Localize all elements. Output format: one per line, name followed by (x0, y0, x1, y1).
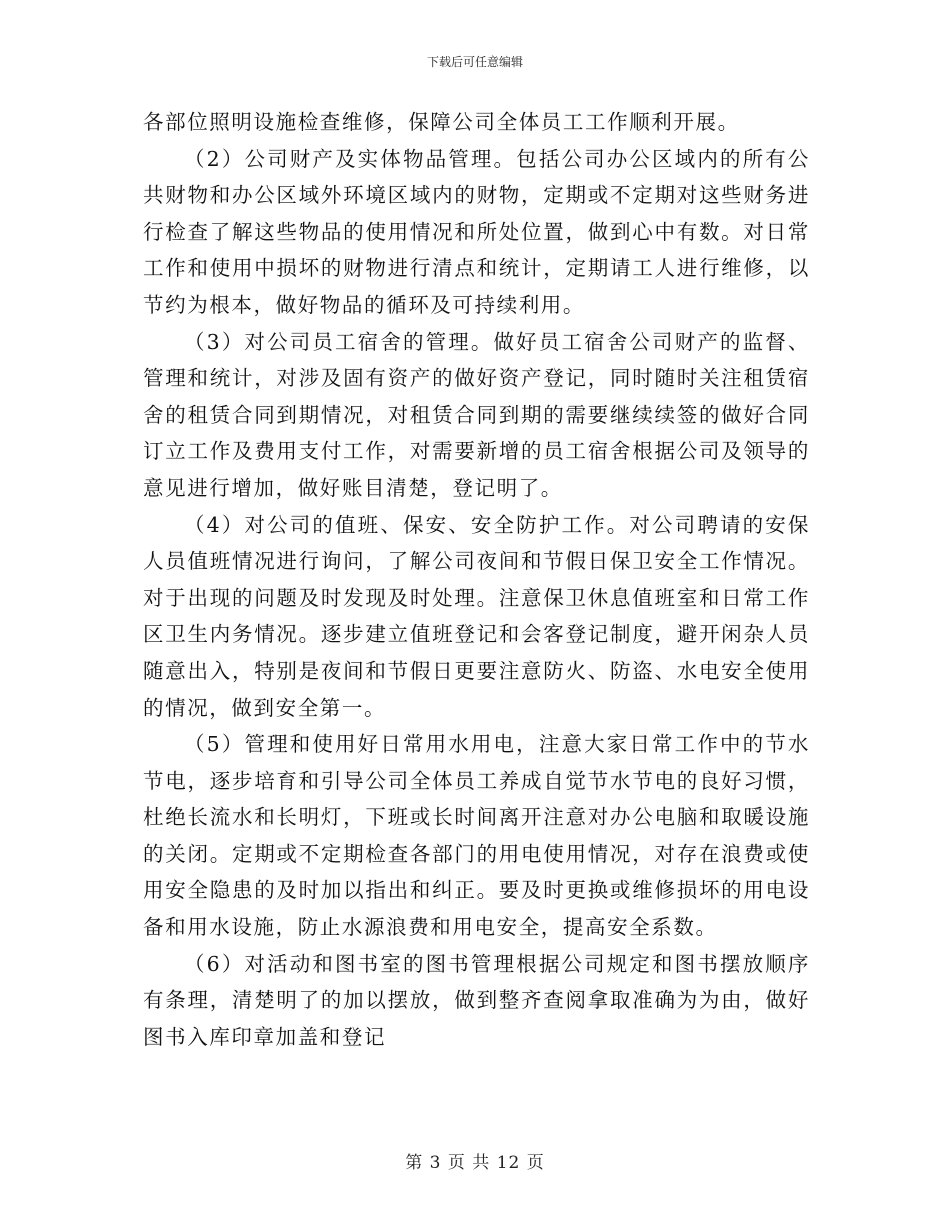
paragraph-item-2: （2）公司财产及实体物品管理。包括公司办公区域内的所有公共财物和办公区域外环境区域内的财物，定期或不定期对这些财务进行检查了解这些物品的使用情况和所处位置，做到心中有数。对日常工作和使用中损坏的财物进行清点和统计，定期请工人进行维修，以节约为根本，做好物品的循环及可持续利用。 (143, 146, 810, 317)
paragraph-item-4: （4）对公司的值班、保安、安全防护工作。对公司聘请的安保人员值班情况进行询问，了解公司夜间和节假日保卫安全工作情况。对于出现的问题及时发现及时处理。注意保卫休息值班室和日常工作区卫生内务情况。逐步建立值班登记和会客登记制度，避开闲杂人员随意出入，特别是夜间和节假日更要注意防火、防盗、水电安全使用的情况，做到安全第一。 (143, 512, 810, 720)
paragraph-item-6: （6）对活动和图书室的图书管理根据公司规定和图书摆放顺序有条理，清楚明了的加以摆放，做到整齐查阅拿取准确为为由，做好图书入库印章加盖和登记 (143, 951, 810, 1049)
paragraph-continued: 各部位照明设施检查维修，保障公司全体员工工作顺利开展。 (143, 110, 740, 134)
paragraph-item-3: （3）对公司员工宿舍的管理。做好员工宿舍公司财产的监督、管理和统计，对涉及固有资产的做好资产登记，同时随时关注租赁宿舍的租赁合同到期情况，对租赁合同到期的需要继续续签的做好合同订立工作及费用支付工作，对需要新增的员工宿舍根据公司及领导的意见进行增加，做好账目清楚，登记明了。 (143, 329, 810, 500)
page-header: 下载后可任意编辑 (426, 55, 523, 69)
document-body (143, 104, 810, 1055)
paragraph-item-5: （5）管理和使用好日常用水用电，注意大家日常工作中的节水节电，逐步培育和引导公司全体员工养成自觉节水节电的良好习惯，杜绝长流水和长明灯，下班或长时间离开注意对办公电脑和取暖设施的关闭。定期或不定期检查各部门的用电使用情况，对存在浪费或使用安全隐患的及时加以指出和纠正。要及时更换或维修损坏的用电设备和用水设施，防止水源浪费和用电安全，提高安全系数。 (143, 732, 810, 940)
page-number-footer: 第 3 页 共 12 页 (405, 1153, 545, 1173)
